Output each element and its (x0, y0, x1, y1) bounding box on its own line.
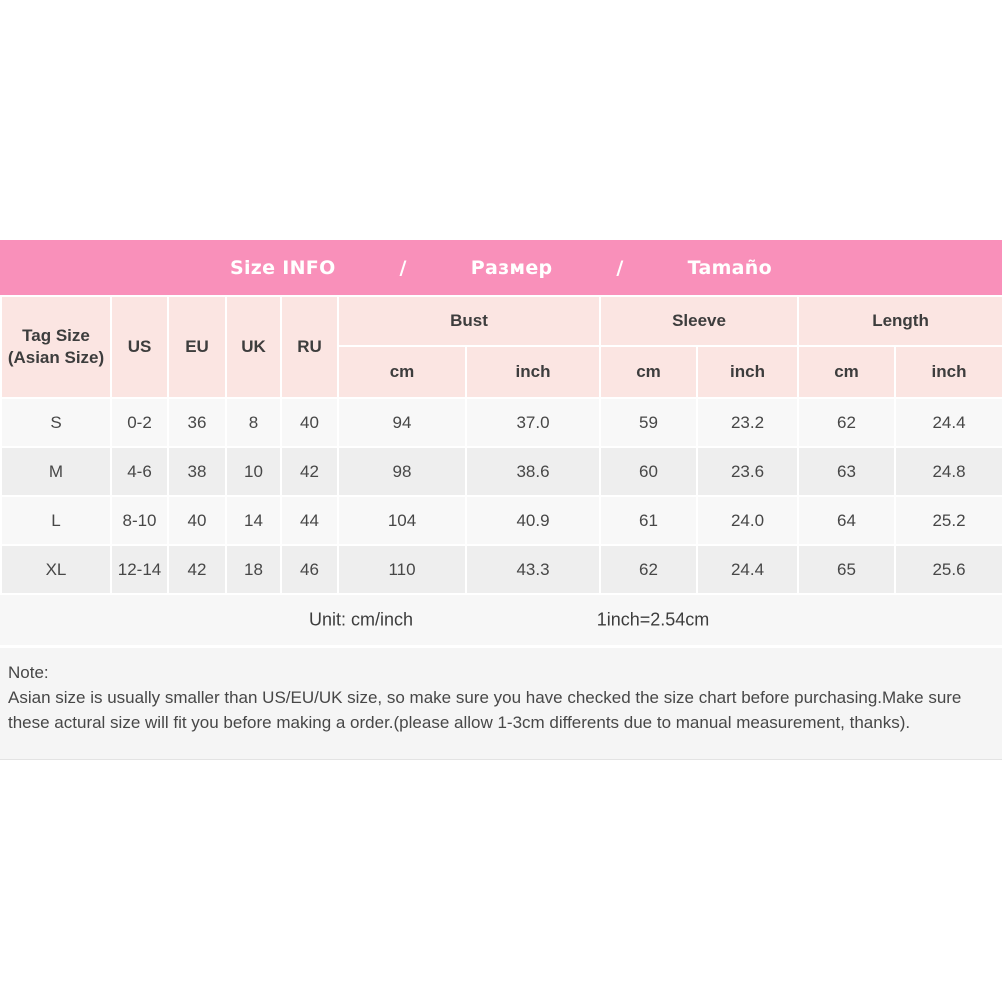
slash-separator: / (399, 256, 407, 279)
size-info-banner (0, 240, 1002, 295)
table-cell: 62 (798, 398, 895, 447)
table-cell: 38 (168, 447, 226, 496)
header-uk: UK (226, 296, 281, 398)
table-cell: 24.0 (697, 496, 798, 545)
table-cell: 44 (281, 496, 338, 545)
header-tag-size-line2: (Asian Size) (7, 348, 105, 367)
table-cell: 24.4 (895, 398, 1002, 447)
table-row-m (1, 447, 1002, 496)
table-row-xl (1, 545, 1002, 594)
header-sleeve-cm: cm (600, 346, 697, 398)
table-row-l (1, 496, 1002, 545)
header-bust-cm: cm (338, 346, 466, 398)
note-title: Note: (8, 663, 49, 682)
row-tag: XL (1, 545, 111, 594)
table-cell: 40 (168, 496, 226, 545)
table-cell: 40 (281, 398, 338, 447)
header-tag-size (1, 296, 111, 398)
unit-label: Unit: cm/inch (308, 609, 414, 630)
table-cell: 64 (798, 496, 895, 545)
header-length-cm: cm (798, 346, 895, 398)
table-cell: 12-14 (111, 545, 168, 594)
slash-separator: / (616, 256, 624, 279)
table-cell: 104 (338, 496, 466, 545)
size-table (0, 295, 1002, 595)
table-cell: 37.0 (466, 398, 600, 447)
table-cell: 10 (226, 447, 281, 496)
table-cell: 38.6 (466, 447, 600, 496)
table-cell: 0-2 (111, 398, 168, 447)
table-cell: 42 (168, 545, 226, 594)
conversion-label: 1inch=2.54cm (596, 609, 710, 630)
banner-title-ru: Размер (470, 256, 553, 279)
header-tag-size-line1: Tag Size (22, 325, 90, 345)
table-cell: 65 (798, 545, 895, 594)
table-cell: 14 (226, 496, 281, 545)
row-tag: L (1, 496, 111, 545)
table-cell: 23.6 (697, 447, 798, 496)
table-cell: 25.6 (895, 545, 1002, 594)
row-tag: S (1, 398, 111, 447)
table-cell: 59 (600, 398, 697, 447)
banner-title-es: Tamaño (687, 256, 772, 279)
table-cell: 43.3 (466, 545, 600, 594)
table-cell: 24.4 (697, 545, 798, 594)
table-cell: 63 (798, 447, 895, 496)
table-cell: 4-6 (111, 447, 168, 496)
table-cell: 60 (600, 447, 697, 496)
header-eu: EU (168, 296, 226, 398)
table-cell: 8 (226, 398, 281, 447)
table-cell: 46 (281, 545, 338, 594)
size-chart-sheet (0, 240, 1002, 760)
table-cell: 62 (600, 545, 697, 594)
unit-footer-row (0, 595, 1002, 645)
table-cell: 40.9 (466, 496, 600, 545)
table-cell: 94 (338, 398, 466, 447)
table-cell: 8-10 (111, 496, 168, 545)
note-section (0, 648, 1002, 760)
header-sleeve: Sleeve (600, 296, 798, 346)
table-cell: 25.2 (895, 496, 1002, 545)
table-cell: 18 (226, 545, 281, 594)
header-bust: Bust (338, 296, 600, 346)
header-length-inch: inch (895, 346, 1002, 398)
banner-title-en: Size INFO (229, 256, 336, 279)
note-body: Asian size is usually smaller than US/EU/UK size, so make sure you have checked the size chart before purchasing.Make sure these actural size will fit you before making a order.(please allow 1-3cm differents due to manual measurement, thanks). (8, 688, 962, 732)
header-length: Length (798, 296, 1002, 346)
header-sleeve-inch: inch (697, 346, 798, 398)
header-ru: RU (281, 296, 338, 398)
row-tag: M (1, 447, 111, 496)
table-cell: 98 (338, 447, 466, 496)
table-cell: 110 (338, 545, 466, 594)
table-cell: 36 (168, 398, 226, 447)
header-us: US (111, 296, 168, 398)
table-cell: 24.8 (895, 447, 1002, 496)
table-cell: 23.2 (697, 398, 798, 447)
table-row-s (1, 398, 1002, 447)
table-cell: 42 (281, 447, 338, 496)
table-cell: 61 (600, 496, 697, 545)
header-bust-inch: inch (466, 346, 600, 398)
